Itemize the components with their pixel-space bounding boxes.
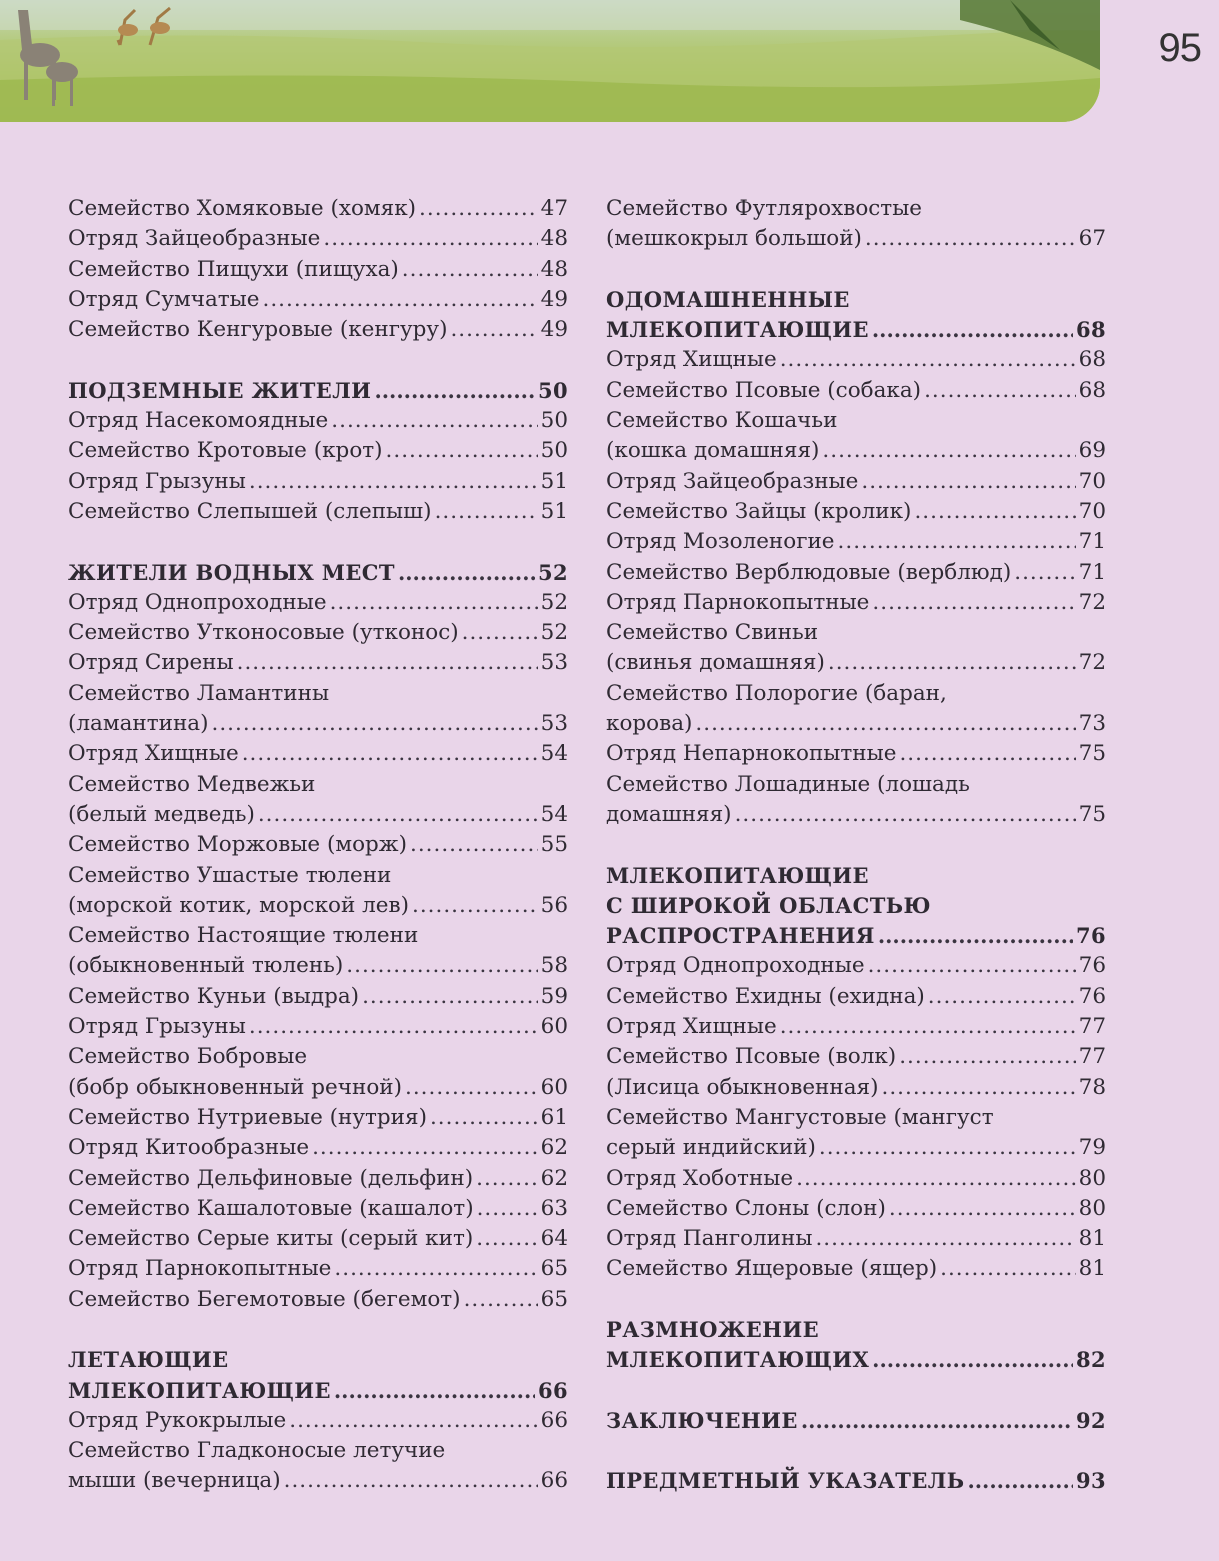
dot-leader xyxy=(212,709,538,739)
toc-entry-title: Семейство Моржовые (морж) xyxy=(68,832,407,858)
toc-section-heading xyxy=(606,315,1106,345)
toc-page-number: 81 xyxy=(1078,1256,1106,1282)
toc-section-heading xyxy=(606,891,1106,921)
toc-entry-title: Семейство Бегемотовые (бегемот) xyxy=(68,1286,461,1312)
dot-leader xyxy=(476,1224,537,1254)
toc-page-number: 65 xyxy=(540,1256,568,1282)
dot-leader xyxy=(405,1073,538,1103)
toc-entry-title: Семейство Медвежьи xyxy=(68,771,316,797)
toc-entry-title: Отряд Рукокрылые xyxy=(68,1407,287,1433)
toc-page-number: 69 xyxy=(1078,438,1106,464)
toc-page-number: 64 xyxy=(540,1226,568,1252)
toc-entry xyxy=(606,588,1106,618)
toc-entry xyxy=(68,497,568,527)
toc-page-number: 76 xyxy=(1075,923,1106,949)
toc-entry-title: Семейство Кошачьи xyxy=(606,408,838,434)
dot-leader xyxy=(312,1133,538,1163)
toc-entry-title: Семейство Ламантины xyxy=(68,680,330,706)
toc-entry-title: Семейство Псовые (волк) xyxy=(606,1044,897,1070)
toc-page-number: 68 xyxy=(1078,377,1106,403)
dot-leader xyxy=(346,951,537,981)
toc-entry-title: Семейство Пищухи (пищуха) xyxy=(68,256,399,282)
toc-page-number: 72 xyxy=(1078,589,1106,615)
section-gap xyxy=(606,1436,1106,1466)
toc-entry xyxy=(68,679,568,709)
toc-entry-title: мыши (вечерница) xyxy=(68,1468,281,1494)
dot-leader xyxy=(914,497,1075,527)
toc-entry xyxy=(606,618,1106,648)
dot-leader xyxy=(477,1194,538,1224)
toc-entry-title: Семейство Серые киты (серый кит) xyxy=(68,1226,474,1252)
toc-entry xyxy=(68,1042,568,1072)
toc-entry-title: Семейство Свиньи xyxy=(606,620,819,646)
toc-entry-title: Отряд Сумчатые xyxy=(68,286,260,312)
section-gap xyxy=(68,1315,568,1345)
toc-entry xyxy=(68,194,568,224)
dot-leader xyxy=(780,1012,1076,1042)
dot-leader xyxy=(362,982,538,1012)
toc-page-number: 50 xyxy=(540,438,568,464)
toc-entry-title: Семейство Мангустовые (мангуст xyxy=(606,1104,994,1130)
toc-page-number: 66 xyxy=(540,1407,568,1433)
toc-entry xyxy=(606,406,1106,436)
toc-entry xyxy=(68,1164,568,1194)
toc-section-heading xyxy=(68,1345,568,1375)
dot-leader xyxy=(263,285,538,315)
toc-entry xyxy=(606,467,1106,497)
dot-leader xyxy=(872,1345,1073,1375)
dot-leader xyxy=(872,588,1075,618)
dot-leader xyxy=(410,830,538,860)
toc-left-column xyxy=(68,194,568,1497)
toc-entry-title: МЛЕКОПИТАЮЩИХ xyxy=(606,1347,870,1373)
toc-entry-title: Семейство Ехидны (ехидна) xyxy=(606,983,925,1009)
toc-section-heading xyxy=(606,285,1106,315)
dot-leader xyxy=(398,558,535,588)
toc-page-number: 82 xyxy=(1075,1347,1106,1373)
toc-entry-title: Семейство Верблюдовые (верблюд) xyxy=(606,559,1012,585)
toc-page-number: 55 xyxy=(540,832,568,858)
toc-entry xyxy=(68,618,568,648)
dot-leader xyxy=(780,345,1076,375)
toc-entry-title: ЗАКЛЮЧЕНИЕ xyxy=(606,1407,798,1433)
dot-leader xyxy=(695,709,1075,739)
dot-leader xyxy=(284,1466,538,1496)
toc-entry xyxy=(68,467,568,497)
toc-entry xyxy=(68,255,568,285)
toc-entry xyxy=(606,982,1106,1012)
toc-entry xyxy=(68,315,568,345)
section-gap xyxy=(68,527,568,557)
toc-entry xyxy=(606,1073,1106,1103)
toc-entry-title: РАСПРОСТРАНЕНИЯ xyxy=(606,923,875,949)
toc-entry xyxy=(68,951,568,981)
toc-entry xyxy=(68,1133,568,1163)
toc-page-number: 50 xyxy=(537,377,568,403)
dot-leader xyxy=(430,1103,538,1133)
toc-entry xyxy=(606,1012,1106,1042)
toc-entry-title: Семейство Псовые (собака) xyxy=(606,377,922,403)
section-gap xyxy=(68,345,568,375)
toc-entry xyxy=(68,1103,568,1133)
toc-entry xyxy=(606,436,1106,466)
toc-entry-title: ЛЕТАЮЩИЕ xyxy=(68,1347,229,1373)
toc-entry-title: Отряд Парнокопытные xyxy=(68,1256,332,1282)
toc-entry xyxy=(68,1406,568,1436)
toc-entry-title: Отряд Зайцеобразные xyxy=(606,468,859,494)
toc-page-number: 72 xyxy=(1078,650,1106,676)
toc-entry-title: МЛЕКОПИТАЮЩИЕ xyxy=(606,862,869,888)
toc-entry-title: Семейство Настоящие тюлени xyxy=(68,923,419,949)
toc-entry xyxy=(606,558,1106,588)
dot-leader xyxy=(330,588,538,618)
dot-leader xyxy=(796,1164,1076,1194)
header-illustration xyxy=(0,0,1100,122)
dot-leader xyxy=(419,194,538,224)
toc-entry xyxy=(68,588,568,618)
toc-section-heading xyxy=(68,376,568,406)
toc-entry xyxy=(606,1194,1106,1224)
toc-page-number: 50 xyxy=(540,408,568,434)
dot-leader xyxy=(924,376,1076,406)
toc-entry xyxy=(606,497,1106,527)
dot-leader xyxy=(868,951,1076,981)
toc-entry-title: (ламантина) xyxy=(68,711,209,737)
toc-page-number: 49 xyxy=(540,317,568,343)
toc-entry-title: Семейство Кашалотовые (кашалот) xyxy=(68,1195,474,1221)
toc-entry-title: Семейство Дельфиновые (дельфин) xyxy=(68,1165,474,1191)
toc-entry xyxy=(606,527,1106,557)
toc-page-number: 66 xyxy=(540,1468,568,1494)
toc-entry-title: Отряд Хищные xyxy=(606,1014,777,1040)
toc-entry xyxy=(68,1466,568,1496)
toc-page-number: 79 xyxy=(1078,1135,1106,1161)
toc-entry-title: Семейство Нутриевые (нутрия) xyxy=(68,1104,427,1130)
toc-page-number: 53 xyxy=(540,650,568,676)
dot-leader xyxy=(878,921,1073,951)
dot-leader xyxy=(450,315,537,345)
section-gap xyxy=(606,255,1106,285)
toc-entry-title: (свинья домашняя) xyxy=(606,650,825,676)
toc-entry-title: Семейство Ящеровые (ящер) xyxy=(606,1256,938,1282)
toc-page-number: 54 xyxy=(540,801,568,827)
toc-entry-title: Семейство Зайцы (кролик) xyxy=(606,498,912,524)
dot-leader xyxy=(838,527,1076,557)
toc-entry xyxy=(68,436,568,466)
toc-entry xyxy=(68,1012,568,1042)
dot-leader xyxy=(258,800,538,830)
toc-entry xyxy=(68,800,568,830)
toc-page-number: 62 xyxy=(540,1165,568,1191)
toc-page-number: 71 xyxy=(1078,529,1106,555)
toc-page-number: 75 xyxy=(1078,741,1106,767)
toc-page-number: 70 xyxy=(1078,468,1106,494)
toc-section-heading xyxy=(68,558,568,588)
toc-entry-title: Отряд Мозоленогие xyxy=(606,529,835,555)
toc-section-heading xyxy=(606,861,1106,891)
dot-leader xyxy=(865,224,1076,254)
toc-entry xyxy=(68,1224,568,1254)
toc-entry xyxy=(68,830,568,860)
savanna-illustration xyxy=(0,0,1100,122)
toc-entry xyxy=(68,1194,568,1224)
toc-page-number: 54 xyxy=(540,741,568,767)
dot-leader xyxy=(881,1073,1075,1103)
toc-entry xyxy=(68,709,568,739)
toc-entry-title: (морской котик, морской лев) xyxy=(68,892,410,918)
toc-entry xyxy=(606,1224,1106,1254)
dot-leader xyxy=(940,1254,1076,1284)
toc-entry xyxy=(68,1254,568,1284)
dot-leader xyxy=(242,739,538,769)
dot-leader xyxy=(828,648,1076,678)
toc-entry-title: ПРЕДМЕТНЫЙ УКАЗАТЕЛЬ xyxy=(606,1468,965,1494)
dot-leader xyxy=(861,467,1075,497)
toc-entry-title: Семейство Кротовые (крот) xyxy=(68,438,383,464)
toc-entry-title: (обыкновенный тюлень) xyxy=(68,953,344,979)
toc-page-number: 49 xyxy=(540,286,568,312)
dot-leader xyxy=(476,1164,538,1194)
toc-entry xyxy=(606,679,1106,709)
toc-page-number: 52 xyxy=(537,559,568,585)
toc-entry-title: Отряд Хищные xyxy=(68,741,239,767)
dot-leader xyxy=(1014,558,1075,588)
toc-page-number: 48 xyxy=(540,256,568,282)
toc-entry-title: Отряд Грызуны xyxy=(68,468,246,494)
toc-page-number: 65 xyxy=(540,1286,568,1312)
dot-leader xyxy=(334,1376,535,1406)
toc-entry-title: ЖИТЕЛИ ВОДНЫХ МЕСТ xyxy=(68,559,395,585)
toc-entry xyxy=(606,1103,1106,1133)
toc-page-number: 53 xyxy=(540,711,568,737)
toc-page-number: 77 xyxy=(1078,1014,1106,1040)
toc-section-heading xyxy=(606,1345,1106,1375)
toc-entry-title: Отряд Панголины xyxy=(606,1226,813,1252)
toc-page-number: 66 xyxy=(537,1377,568,1403)
toc-entry xyxy=(606,648,1106,678)
toc-entry-title: корова) xyxy=(606,711,693,737)
dot-leader xyxy=(249,467,538,497)
toc-entry xyxy=(68,648,568,678)
dot-leader xyxy=(435,497,538,527)
toc-entry xyxy=(606,770,1106,800)
toc-page-number: 77 xyxy=(1078,1044,1106,1070)
toc-page-number: 80 xyxy=(1078,1165,1106,1191)
toc-section-heading xyxy=(606,921,1106,951)
toc-page-number: 93 xyxy=(1075,1468,1106,1494)
toc-entry-title: Семейство Футлярохвостые xyxy=(606,196,923,221)
toc-page-number: 81 xyxy=(1078,1226,1106,1252)
dot-leader xyxy=(928,982,1076,1012)
dot-leader xyxy=(899,1042,1075,1072)
toc-entry xyxy=(68,921,568,951)
dot-leader xyxy=(386,436,538,466)
toc-entry xyxy=(606,224,1106,254)
toc-entry-title: Отряд Однопроходные xyxy=(68,589,327,615)
section-gap xyxy=(606,1285,1106,1315)
toc-entry-title: домашняя) xyxy=(606,801,732,827)
toc-page-number: 48 xyxy=(540,226,568,252)
toc-entry xyxy=(606,800,1106,830)
toc-entry xyxy=(68,739,568,769)
toc-entry xyxy=(68,224,568,254)
toc-entry-title: С ШИРОКОЙ ОБЛАСТЬЮ xyxy=(606,892,931,918)
toc-right-column xyxy=(606,194,1106,1497)
toc-entry xyxy=(68,1285,568,1315)
toc-entry-title: Отряд Однопроходные xyxy=(606,953,865,979)
toc-entry-title: МЛЕКОПИТАЮЩИЕ xyxy=(606,317,869,343)
toc-entry-title: Отряд Зайцеобразные xyxy=(68,226,321,252)
dot-leader xyxy=(872,315,1073,345)
dot-leader xyxy=(822,436,1075,466)
dot-leader xyxy=(334,1254,537,1284)
toc-entry xyxy=(68,406,568,436)
toc-page-number: 56 xyxy=(540,892,568,918)
toc-entry xyxy=(68,770,568,800)
toc-page-number: 75 xyxy=(1078,801,1106,827)
toc-entry xyxy=(606,345,1106,375)
toc-page-number: 68 xyxy=(1078,347,1106,373)
toc-entry-title: серый индийский) xyxy=(606,1135,816,1161)
toc-section-heading xyxy=(606,1406,1106,1436)
toc-entry-title: (кошка домашняя) xyxy=(606,438,820,464)
dot-leader xyxy=(889,1194,1076,1224)
toc-page-number: 60 xyxy=(540,1074,568,1100)
section-gap xyxy=(606,830,1106,860)
toc-page-number: 68 xyxy=(1075,317,1106,343)
dot-leader xyxy=(323,224,537,254)
toc-entry-title: Отряд Хищные xyxy=(606,347,777,373)
page-number: 95 xyxy=(1158,26,1201,70)
dot-leader xyxy=(331,406,537,436)
toc-page-number: 51 xyxy=(540,498,568,524)
dot-leader xyxy=(374,376,535,406)
toc-entry xyxy=(606,1133,1106,1163)
toc-page-number: 62 xyxy=(540,1135,568,1161)
toc-entry-title: Отряд Сирены xyxy=(68,650,234,676)
dot-leader xyxy=(289,1406,537,1436)
dot-leader xyxy=(462,618,538,648)
toc-section-heading xyxy=(606,1466,1106,1496)
toc-entry-title: Отряд Китообразные xyxy=(68,1135,310,1161)
toc-entry xyxy=(68,1436,568,1466)
toc-page-number: 52 xyxy=(540,620,568,646)
toc-page-number: 73 xyxy=(1078,711,1106,737)
toc-page-number: 61 xyxy=(540,1104,568,1130)
toc-entry xyxy=(68,1073,568,1103)
dot-leader xyxy=(899,739,1075,769)
toc-entry-title: Семейство Хомяковые (хомяк) xyxy=(68,196,417,221)
toc-page-number: 67 xyxy=(1078,226,1106,252)
toc-entry-title: МЛЕКОПИТАЮЩИЕ xyxy=(68,1377,331,1403)
toc-entry-title: Семейство Утконосовые (утконос) xyxy=(68,620,459,646)
toc-entry-title: ОДОМАШНЕННЫЕ xyxy=(606,286,850,312)
toc-page-number: 76 xyxy=(1078,953,1106,979)
toc-section-heading xyxy=(606,1315,1106,1345)
dot-leader xyxy=(735,800,1076,830)
toc-entry-title: Отряд Грызуны xyxy=(68,1014,246,1040)
dot-leader xyxy=(967,1466,1073,1496)
toc-entry xyxy=(606,739,1106,769)
toc-entry-title: РАЗМНОЖЕНИЕ xyxy=(606,1316,820,1342)
toc-page-number: 80 xyxy=(1078,1195,1106,1221)
toc-page-number: 78 xyxy=(1078,1074,1106,1100)
dot-leader xyxy=(819,1133,1076,1163)
dot-leader xyxy=(249,1012,538,1042)
toc-page-number: 92 xyxy=(1075,1407,1106,1433)
toc-page-number: 71 xyxy=(1078,559,1106,585)
toc-entry-title: (бобр обыкновенный речной) xyxy=(68,1074,402,1100)
toc-entry-title: (мешкокрыл большой) xyxy=(606,226,862,252)
toc-entry xyxy=(68,982,568,1012)
toc-entry-title: (Лисица обыкновенная) xyxy=(606,1074,879,1100)
toc-page-number: 52 xyxy=(540,589,568,615)
toc-page-number: 47 xyxy=(540,196,568,221)
dot-leader xyxy=(412,891,538,921)
toc-entry xyxy=(68,861,568,891)
toc-entry xyxy=(606,376,1106,406)
toc-entry xyxy=(68,891,568,921)
toc-entry xyxy=(606,709,1106,739)
toc-entry xyxy=(606,951,1106,981)
dot-leader xyxy=(237,648,538,678)
toc-entry-title: Отряд Хоботные xyxy=(606,1165,794,1191)
section-gap xyxy=(606,1376,1106,1406)
toc-entry-title: Семейство Слепышей (слепыш) xyxy=(68,498,432,524)
toc-entry-title: Отряд Непарнокопытные xyxy=(606,741,897,767)
dot-leader xyxy=(801,1406,1073,1436)
toc-entry-title: Семейство Ушастые тюлени xyxy=(68,862,392,888)
toc-entry-title: Семейство Кенгуровые (кенгуру) xyxy=(68,317,448,343)
toc-entry-title: Семейство Гладконосые летучие xyxy=(68,1438,446,1464)
toc-page-number: 59 xyxy=(540,983,568,1009)
toc-entry-title: Семейство Бобровые xyxy=(68,1044,308,1070)
toc-page-number: 51 xyxy=(540,468,568,494)
dot-leader xyxy=(464,1285,538,1315)
toc-entry-title: Семейство Куньи (выдра) xyxy=(68,983,360,1009)
toc-page-number: 63 xyxy=(540,1195,568,1221)
toc-page-number: 58 xyxy=(540,953,568,979)
toc-entry xyxy=(606,1164,1106,1194)
toc-entry-title: Отряд Парнокопытные xyxy=(606,589,870,615)
toc-entry xyxy=(68,285,568,315)
toc-entry-title: Семейство Слоны (слон) xyxy=(606,1195,886,1221)
toc-entry-title: (белый медведь) xyxy=(68,801,255,827)
toc-entry-title: ПОДЗЕМНЫЕ ЖИТЕЛИ xyxy=(68,377,372,403)
toc-entry xyxy=(606,1042,1106,1072)
toc-entry xyxy=(606,1254,1106,1284)
toc-page-number: 76 xyxy=(1078,983,1106,1009)
toc-entry-title: Семейство Лошадиные (лошадь xyxy=(606,771,970,797)
toc-section-heading xyxy=(68,1376,568,1406)
dot-leader xyxy=(815,1224,1075,1254)
dot-leader xyxy=(402,255,538,285)
toc-page-number: 70 xyxy=(1078,498,1106,524)
toc-entry-title: Отряд Насекомоядные xyxy=(68,408,329,434)
toc-entry-title: Семейство Полорогие (баран, xyxy=(606,680,947,706)
toc-entry xyxy=(606,194,1106,224)
toc-page-number: 60 xyxy=(540,1014,568,1040)
